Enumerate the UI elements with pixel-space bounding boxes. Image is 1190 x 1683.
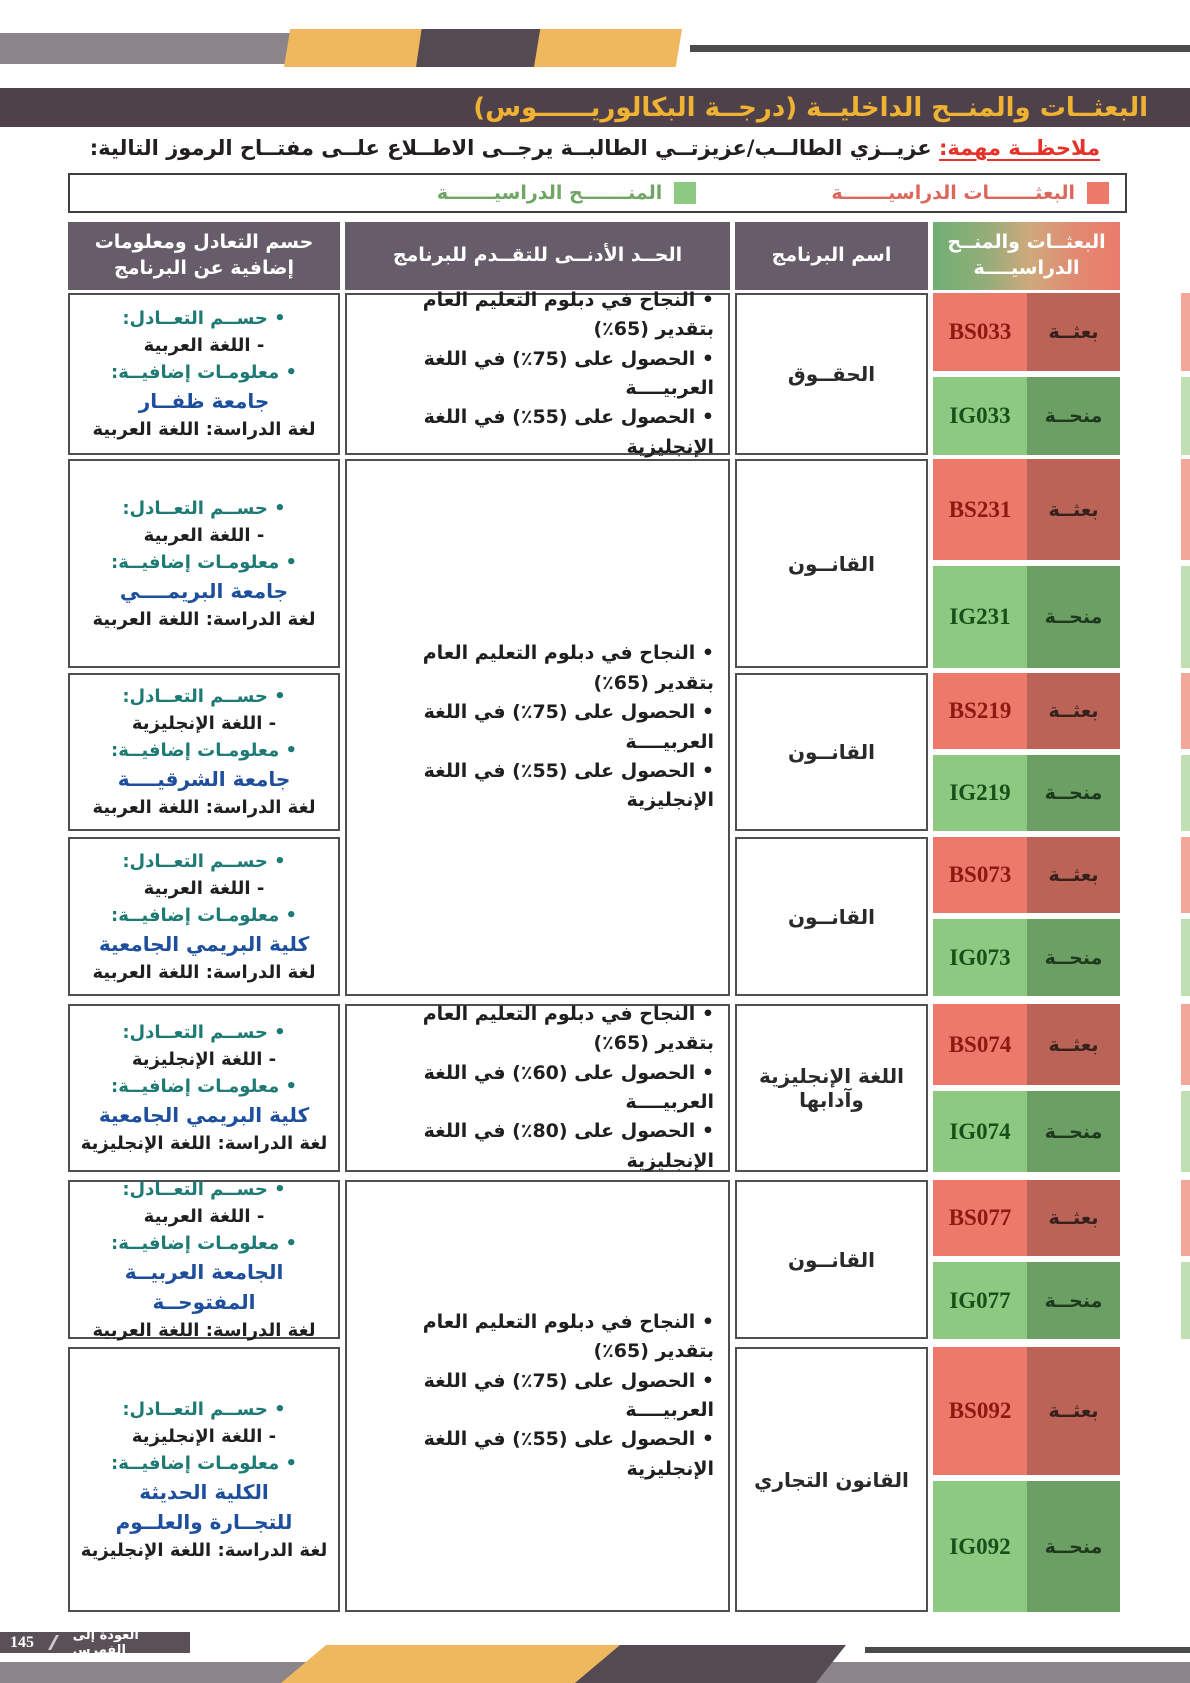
legend-item-grants bbox=[437, 182, 696, 204]
scholarship-color-swatch bbox=[1087, 182, 1109, 204]
grant-label: منحــة bbox=[1027, 377, 1120, 455]
edge-tab-scholarship bbox=[1181, 837, 1190, 913]
page-title: البعثــات والمنــح الداخليــة (درجــة البكالوريــــــوس) bbox=[473, 92, 1148, 123]
tiebreak-label: • حســم التعــادل: bbox=[122, 683, 285, 710]
scholarship-label: بعثــة bbox=[1027, 1180, 1120, 1256]
grant-code-block bbox=[933, 377, 1120, 455]
study-language: لغة الدراسة: اللغة العربية bbox=[92, 419, 316, 440]
header-codes-column bbox=[933, 222, 1120, 290]
header-program-column bbox=[735, 222, 928, 290]
deco-dark-parallelogram-bottom bbox=[575, 1645, 846, 1683]
requirements-cell bbox=[345, 288, 730, 458]
program-name-cell bbox=[735, 837, 928, 996]
extra-info-label: • معلومـات إضافيــة: bbox=[111, 1230, 297, 1257]
tiebreak-label: • حســم التعــادل: bbox=[122, 848, 285, 875]
program-name-cell bbox=[735, 459, 928, 668]
requirement-line: • الحصول على (75٪) في اللغة العربيــــة bbox=[361, 698, 714, 757]
legend-item-scholarships bbox=[831, 182, 1109, 204]
study-language: لغة الدراسة: اللغة العربية bbox=[92, 1319, 316, 1341]
extra-info-label: • معلومـات إضافيــة: bbox=[111, 549, 297, 576]
extra-info-label: • معلومـات إضافيــة: bbox=[111, 1073, 297, 1100]
scholarship-code-block bbox=[933, 673, 1120, 749]
tiebreak-label: • حســم التعــادل: bbox=[122, 495, 285, 522]
program-name-cell bbox=[735, 1004, 928, 1172]
requirement-line: • النجاح في دبلوم التعليم العام بتقدير (65٪) bbox=[361, 1000, 714, 1059]
scholarship-label: بعثــة bbox=[1027, 673, 1120, 749]
tiebreak-value: - اللغة الإنجليزية bbox=[131, 713, 277, 734]
scholarship-code: BS073 bbox=[933, 837, 1027, 913]
scholarship-code: BS033 bbox=[933, 293, 1027, 371]
grant-label: منحــة bbox=[1027, 1262, 1120, 1339]
grant-code-block bbox=[933, 919, 1120, 996]
study-language: لغة الدراسة: اللغة العربية bbox=[92, 608, 316, 630]
edge-tab-scholarship bbox=[1181, 459, 1190, 560]
extra-info-label: • معلومـات إضافيــة: bbox=[111, 902, 297, 929]
scholarship-label: بعثــة bbox=[1027, 837, 1120, 913]
grant-code: IG073 bbox=[933, 919, 1027, 996]
university-name: جامعة ظفــار bbox=[138, 389, 270, 413]
requirement-line: • النجاح في دبلوم التعليم العام بتقدير (65٪) bbox=[361, 286, 714, 345]
grant-code-block bbox=[933, 566, 1120, 668]
header-info-line1: حسم التعادل ومعلومات bbox=[94, 231, 314, 254]
university-name: جامعة الشرقيــــة bbox=[117, 767, 291, 791]
header-requirements-label: الحــد الأدنــى للتقــدم للبرنامج bbox=[392, 244, 683, 267]
scholarship-label: بعثــة bbox=[1027, 459, 1120, 560]
requirement-line: • الحصول على (55٪) في اللغة الإنجليزية bbox=[361, 757, 714, 816]
footer-slash-divider bbox=[48, 1635, 59, 1650]
extra-info-label: • معلومـات إضافيــة: bbox=[111, 359, 297, 386]
grant-code: IG092 bbox=[933, 1481, 1027, 1612]
requirements-cell-merged bbox=[345, 1180, 730, 1612]
requirement-line: • النجاح في دبلوم التعليم العام بتقدير (65٪) bbox=[361, 1308, 714, 1367]
program-name: القانــون bbox=[787, 551, 876, 576]
requirement-line: • النجاح في دبلوم التعليم العام بتقدير (65٪) bbox=[361, 639, 714, 698]
requirements-cell-merged bbox=[345, 459, 730, 996]
requirements-cell bbox=[345, 1004, 730, 1172]
note-label: ملاحظــة مهمة: bbox=[938, 136, 1100, 160]
header-info-line2: إضافية عن البرنامج bbox=[114, 257, 294, 279]
deco-yellow-parallelogram-top-2 bbox=[534, 29, 682, 67]
grant-label: منحــة bbox=[1027, 566, 1120, 668]
legend-scholarships-label: البعثـــــــات الدراسيـــــــة bbox=[831, 182, 1075, 204]
program-name-cell bbox=[735, 293, 928, 455]
header-codes-line2: الدراسيــــة bbox=[973, 257, 1080, 279]
edge-tab-grant bbox=[1181, 755, 1190, 831]
program-name: القانــون bbox=[787, 740, 876, 764]
university-name: كلية البريمي الجامعية bbox=[98, 1103, 310, 1127]
info-cell bbox=[68, 1347, 340, 1612]
tiebreak-label: • حســم التعــادل: bbox=[122, 305, 285, 332]
scholarship-code-block bbox=[933, 293, 1120, 371]
tiebreak-label: • حســم التعــادل: bbox=[122, 1019, 285, 1046]
deco-dark-parallelogram-top bbox=[416, 29, 550, 67]
legend-box bbox=[68, 173, 1127, 213]
grant-label: منحــة bbox=[1027, 755, 1120, 831]
university-name: الجامعة العربيــة المفتوحــة bbox=[124, 1259, 284, 1314]
edge-tab-grant bbox=[1181, 919, 1190, 996]
program-name: الحقــوق bbox=[787, 362, 876, 386]
deco-line-top bbox=[690, 45, 1190, 52]
header-info-column bbox=[68, 222, 340, 290]
footer-bar bbox=[0, 1627, 190, 1658]
grant-code-block bbox=[933, 1262, 1120, 1339]
grant-code: IG033 bbox=[933, 377, 1027, 455]
tiebreak-value: - اللغة العربية bbox=[143, 524, 265, 546]
requirement-line: • الحصول على (75٪) في اللغة العربيــــة bbox=[361, 1367, 714, 1426]
grant-code-block bbox=[933, 1481, 1120, 1612]
program-name: القانــون bbox=[787, 904, 876, 929]
grant-code: IG231 bbox=[933, 566, 1027, 668]
edge-tab-scholarship bbox=[1181, 1004, 1190, 1085]
scholarship-code-block bbox=[933, 1347, 1120, 1475]
edge-tab-scholarship bbox=[1181, 1180, 1190, 1256]
footer-page-number: 145 bbox=[10, 1633, 34, 1651]
grant-code: IG074 bbox=[933, 1091, 1027, 1172]
university-name-line2: للتجــارة والعلــوم bbox=[115, 1509, 293, 1534]
info-cell bbox=[68, 1004, 340, 1172]
grant-label: منحــة bbox=[1027, 919, 1120, 996]
study-language: لغة الدراسة: اللغة العربية bbox=[92, 797, 316, 818]
program-name: القانــون bbox=[787, 1247, 876, 1272]
scholarship-code: BS077 bbox=[933, 1180, 1027, 1256]
study-language: لغة الدراسة: اللغة العربية bbox=[92, 961, 316, 983]
tiebreak-label: • حســم التعــادل: bbox=[122, 1396, 285, 1423]
important-note bbox=[50, 136, 1100, 160]
scholarship-code: BS231 bbox=[933, 459, 1027, 560]
scholarship-code: BS074 bbox=[933, 1004, 1027, 1085]
grant-code-block bbox=[933, 1091, 1120, 1172]
program-name: اللغة الإنجليزية وآدابها bbox=[759, 1064, 904, 1112]
edge-tab-grant bbox=[1181, 1091, 1190, 1172]
edge-tab-grant bbox=[1181, 1262, 1190, 1339]
grant-label: منحــة bbox=[1027, 1091, 1120, 1172]
info-cell bbox=[68, 293, 340, 455]
note-text: عزيــزي الطالــب/عزيزتــي الطالبــة يرجــى الاطــلاع علــى مفتــاح الرموز التالية: bbox=[89, 136, 932, 160]
university-name: جامعة البريمــــي bbox=[119, 578, 289, 603]
scholarship-code: BS219 bbox=[933, 673, 1027, 749]
tiebreak-label: • حســم التعــادل: bbox=[122, 1176, 285, 1203]
program-name-cell bbox=[735, 1347, 928, 1612]
tiebreak-value: - اللغة العربية bbox=[143, 1205, 265, 1227]
info-cell bbox=[68, 459, 340, 668]
university-name: الكلية الحديثة bbox=[139, 1479, 269, 1504]
grant-code: IG219 bbox=[933, 755, 1027, 831]
extra-info-label: • معلومـات إضافيــة: bbox=[111, 1450, 297, 1477]
requirement-line: • الحصول على (60٪) في اللغة العربيــــة bbox=[361, 1059, 714, 1118]
grant-code-block bbox=[933, 755, 1120, 831]
header-codes-line1: البعثــات والمنــح bbox=[947, 231, 1106, 254]
edge-tab-grant bbox=[1181, 566, 1190, 668]
scholarship-label: بعثــة bbox=[1027, 1004, 1120, 1085]
grant-label: منحــة bbox=[1027, 1481, 1120, 1612]
program-name: القانون التجاري bbox=[754, 1467, 909, 1492]
requirement-line: • الحصول على (75٪) في اللغة العربيــــة bbox=[361, 345, 714, 404]
grant-color-swatch bbox=[674, 182, 696, 204]
deco-line-bottom bbox=[865, 1647, 1190, 1653]
tiebreak-value: - اللغة الإنجليزية bbox=[131, 1049, 277, 1070]
extra-info-label: • معلومـات إضافيــة: bbox=[111, 737, 297, 764]
study-language: لغة الدراسة: اللغة الإنجليزية bbox=[80, 1539, 328, 1561]
deco-yellow-parallelogram-bottom bbox=[281, 1645, 620, 1683]
study-language: لغة الدراسة: اللغة الإنجليزية bbox=[80, 1133, 328, 1154]
scholarship-code-block bbox=[933, 1180, 1120, 1256]
scholarship-code-block bbox=[933, 837, 1120, 913]
edge-tab-grant bbox=[1181, 377, 1190, 455]
edge-tab-scholarship bbox=[1181, 673, 1190, 749]
university-name: كلية البريمي الجامعية bbox=[98, 931, 310, 956]
tiebreak-value: - اللغة العربية bbox=[143, 335, 265, 356]
info-cell bbox=[68, 1180, 340, 1339]
back-to-index-link[interactable]: العودة إلى الفهرس bbox=[72, 1627, 139, 1658]
page-title-bar bbox=[0, 88, 1190, 127]
header-program-label: اسم البرنامج bbox=[771, 244, 892, 267]
deco-yellow-parallelogram-top-1 bbox=[284, 29, 432, 67]
info-cell bbox=[68, 673, 340, 831]
requirement-line: • الحصول على (55٪) في اللغة الإنجليزية bbox=[361, 403, 714, 462]
scholarship-label: بعثــة bbox=[1027, 1347, 1120, 1475]
program-name-cell bbox=[735, 1180, 928, 1339]
tiebreak-value: - اللغة الإنجليزية bbox=[131, 1425, 277, 1447]
requirement-line: • الحصول على (55٪) في اللغة الإنجليزية bbox=[361, 1425, 714, 1484]
header-requirements-column bbox=[345, 222, 730, 290]
edge-tab-scholarship bbox=[1181, 293, 1190, 371]
scholarship-code-block bbox=[933, 1004, 1120, 1085]
grant-code: IG077 bbox=[933, 1262, 1027, 1339]
scholarship-label: بعثــة bbox=[1027, 293, 1120, 371]
requirement-line: • الحصول على (80٪) في اللغة الإنجليزية bbox=[361, 1117, 714, 1176]
program-name-cell bbox=[735, 673, 928, 831]
tiebreak-value: - اللغة العربية bbox=[143, 877, 265, 899]
legend-grants-label: المنـــــــح الدراسيـــــــة bbox=[436, 182, 663, 204]
scholarship-code-block bbox=[933, 459, 1120, 560]
scholarship-code: BS092 bbox=[933, 1347, 1027, 1475]
info-cell bbox=[68, 837, 340, 996]
